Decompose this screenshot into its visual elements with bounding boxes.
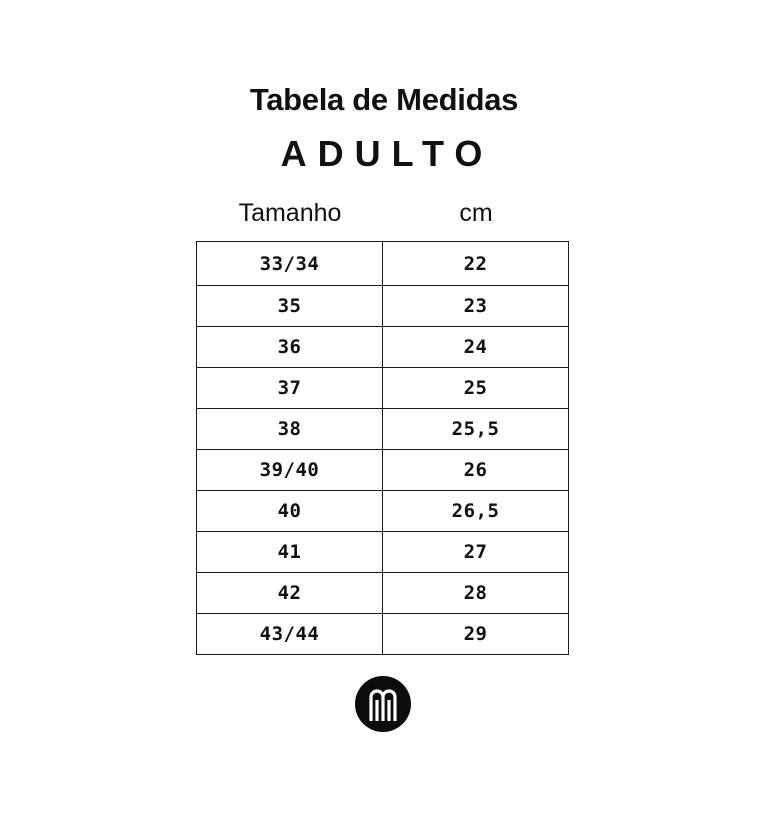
size-cell: 40 (197, 491, 383, 532)
table-row (197, 532, 569, 573)
cm-cell: 27 (383, 532, 569, 573)
size-cell: 35 (197, 286, 383, 327)
size-cell: 39/40 (197, 450, 383, 491)
table-row (197, 573, 569, 614)
table-row (197, 242, 569, 286)
table-row (197, 409, 569, 450)
size-cell: 33/34 (197, 242, 383, 286)
cm-cell: 23 (383, 286, 569, 327)
column-header-size: Tamanho (238, 199, 342, 227)
table-row (197, 491, 569, 532)
size-cell: 38 (197, 409, 383, 450)
cm-cell: 25,5 (383, 409, 569, 450)
size-cell: 37 (197, 368, 383, 409)
size-cell: 43/44 (197, 614, 383, 655)
page-subtitle: ADULTO (280, 133, 494, 174)
table-row (197, 614, 569, 655)
column-header-cm: cm (459, 199, 493, 227)
cm-cell: 22 (383, 242, 569, 286)
cm-cell: 28 (383, 573, 569, 614)
cm-cell: 26 (383, 450, 569, 491)
cm-cell: 24 (383, 327, 569, 368)
table-row (197, 368, 569, 409)
size-cell: 36 (197, 327, 383, 368)
cm-cell: 29 (383, 614, 569, 655)
cm-cell: 25 (383, 368, 569, 409)
table-row (197, 286, 569, 327)
m-monogram-logo-icon (355, 676, 411, 732)
table-row (197, 327, 569, 368)
page-title: Tabela de Medidas (249, 82, 519, 117)
column-headers (197, 196, 569, 230)
size-table (196, 241, 569, 655)
size-cell: 42 (197, 573, 383, 614)
table-row (197, 450, 569, 491)
size-cell: 41 (197, 532, 383, 573)
cm-cell: 26,5 (383, 491, 569, 532)
